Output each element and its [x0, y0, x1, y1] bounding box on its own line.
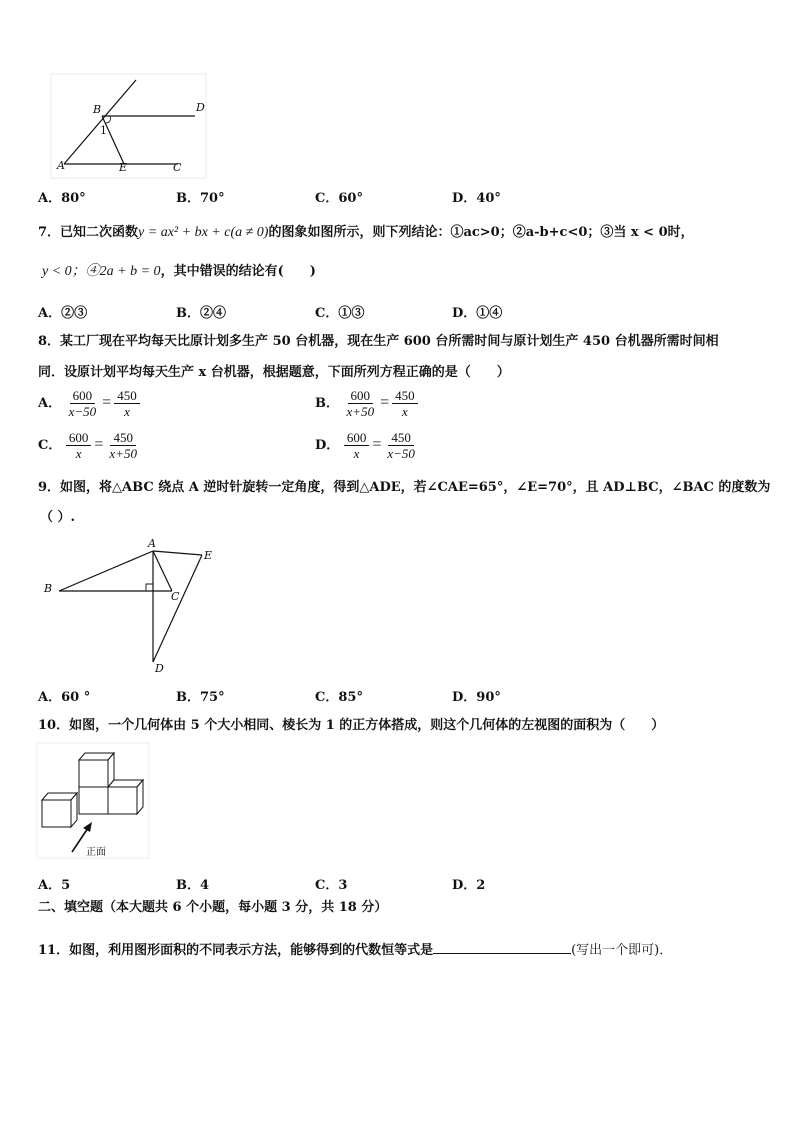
q9-option-a: A．60 ° [38, 690, 91, 705]
q8-a-right-num: 450 [114, 388, 140, 404]
q9-label-e: E [204, 549, 213, 562]
q6-option-d: D．40° [452, 191, 501, 206]
q8-a-left-fraction [66, 388, 100, 419]
q7-line-2 [42, 264, 316, 280]
q7-option-c: C．①③ [315, 306, 365, 321]
q7-line1-pre: 7．已知二次函数 [38, 225, 139, 240]
equals-sign: = [380, 394, 390, 411]
q9-line-1: 9．如图，将△ABC 绕点 A 逆时针旋转一定角度，得到△ADE，若∠CAE=65°，∠E=70°，且 AD⊥BC，∠BAC 的度数为 [38, 480, 771, 495]
q8-option-b-label: B． [315, 396, 339, 411]
q8-b-left-den: x+50 [346, 404, 375, 419]
q8-c-left-fraction [66, 430, 92, 461]
q6-figure [50, 72, 210, 192]
q10-line-1: 10．如图，一个几何体由 5 个大小相同、棱长为 1 的正方体搭成，则这个几何体的左视图的面积为（ ） [38, 718, 665, 733]
q8-c-right-fraction [106, 430, 140, 461]
q8-option-a-label: A． [38, 396, 62, 411]
q8-b-right-fraction [392, 388, 418, 419]
q9-option-b: B．75° [176, 690, 225, 705]
q8-b-right-den: x [401, 404, 408, 419]
q8-option-c-label: C． [38, 438, 62, 453]
q6-label-b: B [93, 103, 102, 116]
q11-answer-blank[interactable] [433, 940, 571, 954]
q8-c-left-den: x [75, 446, 82, 461]
q8-a-right-den: x [124, 404, 130, 419]
q6-option-b: B．70° [176, 191, 225, 206]
q7-line2-post: ，其中错误的结论有( ) [160, 264, 316, 279]
q8-c-left-num: 600 [66, 430, 92, 446]
q8-b-right-num: 450 [392, 388, 418, 404]
q8-line-1: 8．某工厂现在平均每天比原计划多生产 50 台机器，现在生产 600 台所需时间与原计划生产 450 台机器所需时间相 [38, 334, 719, 349]
section-2-heading: 二、填空题（本大题共 6 个小题，每小题 3 分，共 18 分） [38, 900, 388, 915]
q8-a-left-den: x−50 [68, 404, 97, 419]
q11-line [38, 940, 672, 959]
q8-c-right-den: x+50 [109, 446, 137, 461]
q8-option-c [38, 430, 140, 461]
equals-sign: = [372, 436, 382, 453]
q7-function-formula: y = ax² + bx + c(a ≠ 0) [138, 225, 269, 240]
q8-option-d [315, 430, 418, 461]
q8-c-right-num: 450 [110, 430, 136, 446]
q6-label-c: C [173, 161, 182, 174]
q9-label-a: A [148, 537, 156, 550]
q6-label-angle: 1 [100, 124, 107, 137]
q9-label-c: C [171, 590, 180, 603]
q6-label-e: E [119, 161, 128, 174]
q10-option-c: C．3 [315, 878, 348, 893]
q9-option-c: C．85° [315, 690, 363, 705]
q7-option-a: A．②③ [38, 306, 88, 321]
q8-a-left-num: 600 [70, 388, 96, 404]
q7-option-b: B．②④ [176, 306, 226, 321]
q8-line-2: 同．设原计划平均每天生产 x 台机器，根据题意，下面所列方程正确的是（ ） [38, 365, 510, 380]
q10-option-b: B．4 [176, 878, 210, 893]
equals-sign: = [102, 394, 112, 411]
equals-sign: = [94, 436, 104, 453]
q8-option-d-label: D． [315, 438, 340, 453]
q8-d-left-fraction [344, 430, 370, 461]
q8-a-right-fraction [114, 388, 140, 419]
q9-label-d: D [155, 662, 164, 675]
q8-d-left-num: 600 [344, 430, 370, 446]
q9-label-b: B [44, 582, 53, 595]
q6-label-d: D [196, 101, 205, 114]
q6-option-c: C．60° [315, 191, 363, 206]
q8-option-a [38, 388, 140, 419]
q10-option-d: D．2 [452, 878, 486, 893]
q10-option-a: A．5 [38, 878, 71, 893]
q8-d-right-num: 450 [388, 430, 414, 446]
q6-option-a: A．80° [38, 191, 86, 206]
q7-line2-formula: y < 0；④2a + b = 0 [42, 264, 161, 279]
q11-pre: 11．如图，利用图形面积的不同表示方法，能够得到的代数恒等式是 [38, 943, 434, 958]
q8-b-left-num: 600 [348, 388, 374, 404]
q6-label-a: A [57, 159, 65, 172]
q8-option-b [315, 388, 418, 419]
q11-post: (写出一个即可)． [571, 943, 673, 958]
q7-option-d: D．①④ [452, 306, 503, 321]
q10-front-label: 正面 [86, 847, 106, 858]
q9-line-2: （ ）. [40, 510, 76, 525]
q9-option-d: D．90° [452, 690, 501, 705]
q8-d-right-den: x−50 [387, 446, 415, 461]
q8-d-left-den: x [353, 446, 360, 461]
q8-b-left-fraction [344, 388, 378, 419]
q7-line-1 [38, 225, 694, 241]
q8-d-right-fraction [384, 430, 418, 461]
q7-line1-post: 的图象如图所示，则下列结论：①ac>0；②a-b+c<0；③当 x < 0时， [268, 225, 694, 240]
